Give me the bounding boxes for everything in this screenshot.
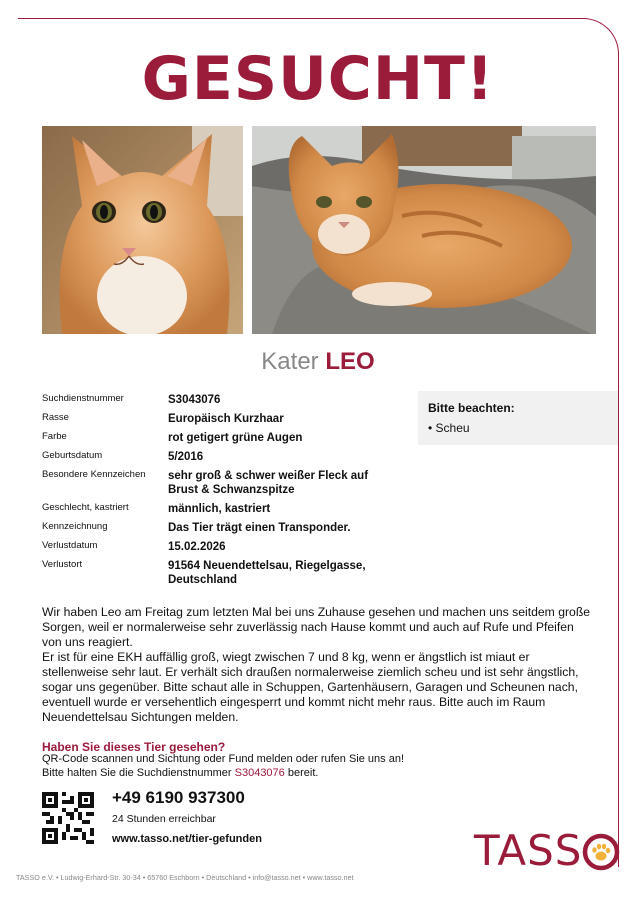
info-row: [42, 502, 412, 521]
notes-box: [418, 391, 618, 445]
poster-title: GESUCHT!: [141, 44, 495, 114]
info-label: Verlustort: [42, 559, 83, 570]
info-value: Europäisch Kurzhaar: [168, 413, 284, 425]
info-label: Kennzeichnung: [42, 521, 108, 532]
info-row: [42, 559, 412, 592]
notes-item: • Scheu: [428, 421, 470, 435]
info-value: 15.02.2026: [168, 541, 226, 553]
info-label: Rasse: [42, 412, 69, 423]
description-paragraph: Er ist für eine EKH auffällig groß, wiegt zwischen 7 und 8 kg, wenn er ängstlich ist miaut er stellenweise sehr laut. Er verhält sich draußen normalerweise ziemlich scheu und ist sehr ängstlich, sogar uns gegenüber. Bitte schaut alle in Schuppen, Gartenhäusern, Garagen und Scheunen nach, eventuell wurde er versehentlich eingesperrt und kommt nicht mehr raus. Bitte auch im Raum Neuendettelsau Sichtungen melden.: [42, 650, 579, 724]
cat-photo-closeup: [42, 126, 243, 334]
qr-code-icon[interactable]: [42, 792, 94, 844]
pet-type: Kater: [261, 348, 319, 375]
info-value: rot getigert grüne Augen: [168, 432, 303, 444]
info-row: [42, 540, 412, 559]
info-label: Farbe: [42, 431, 67, 442]
paw-icon: [581, 832, 621, 872]
contact-phone[interactable]: +49 6190 937300: [112, 788, 245, 807]
footer: TASSO e.V. • Ludwig-Erhard-Str. 30-34 • 65760 Eschborn • Deutschland • info@tasso.net • www.tasso.net: [16, 873, 354, 882]
info-label: Besondere Kennzeichen: [42, 469, 146, 480]
info-row: [42, 450, 412, 469]
info-value: 5/2016: [168, 451, 204, 463]
info-value-line: 91564 Neuendettelsau, Riegelgasse,: [168, 560, 366, 572]
info-value: [168, 469, 412, 502]
info-row: [42, 393, 412, 412]
info-value: S3043076: [168, 394, 221, 406]
contact-question: Haben Sie dieses Tier gesehen?: [42, 740, 226, 754]
search-number: S3043076: [234, 766, 285, 779]
contact-url[interactable]: www.tasso.net/tier-gefunden: [112, 833, 262, 845]
description-paragraph: Wir haben Leo am Freitag zum letzten Mal bei uns Zuhause gesehen und machen uns seitdem große Sorgen, weil er normalerweise sehr zuverlässig nach Hause kommt und auch auf Rufe und Pfeifen von uns reagiert.: [42, 605, 591, 649]
contact-line-text: Bitte halten Sie die Suchdienstnummer: [42, 766, 232, 779]
contact-hours: 24 Stunden erreichbar: [112, 813, 216, 825]
notes-title: Bitte beachten:: [428, 401, 515, 415]
contact-instructions: [42, 753, 404, 780]
info-label: Geburtsdatum: [42, 450, 103, 461]
info-value: männlich, kastriert: [168, 503, 271, 515]
contact-line: QR-Code scannen und Sichtung oder Fund melden oder rufen Sie uns an!: [42, 753, 405, 765]
info-row: [42, 412, 412, 431]
info-row: [42, 521, 412, 540]
tasso-logo: TASS: [474, 826, 583, 875]
info-value-line: sehr groß & schwer weißer Fleck auf: [168, 470, 369, 482]
info-value: Das Tier trägt einen Transponder.: [168, 522, 351, 534]
info-label: Verlustdatum: [42, 540, 98, 551]
info-row: [42, 431, 412, 450]
contact-line: [42, 767, 404, 781]
pet-name-heading: [0, 348, 636, 376]
description: [42, 605, 594, 725]
info-label: Geschlecht, kastriert: [42, 502, 129, 513]
pet-name: LEO: [325, 348, 375, 375]
contact-line-text: bereit.: [287, 766, 319, 779]
info-row: [42, 469, 412, 502]
pet-info-table: [42, 393, 412, 592]
info-label: Suchdienstnummer: [42, 393, 124, 404]
cat-photo-lying: [252, 126, 596, 334]
info-value-line: Brust & Schwanzspitze: [168, 484, 295, 496]
info-value-line: Deutschland: [168, 574, 238, 586]
info-value: [168, 559, 412, 592]
